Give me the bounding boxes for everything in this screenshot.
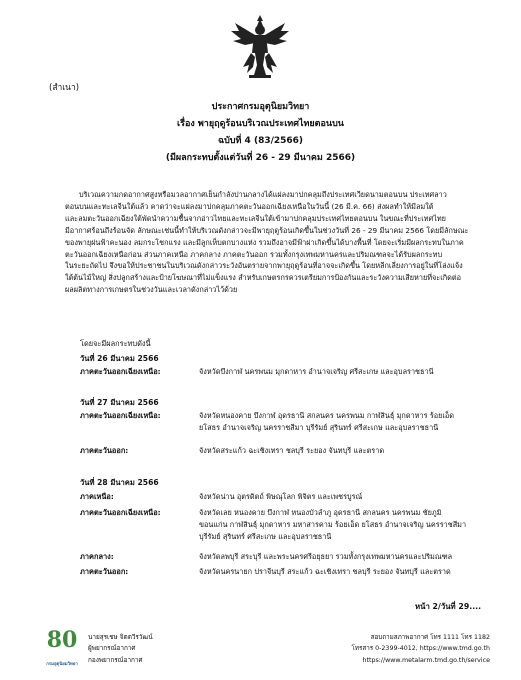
body-line: ตอนบนและทะเลจีนใต้แล้ว คาดว่าจะแผ่ลงมาปกคลุมภาคตะวันออกเฉียงเหนือในวันนี้ (26 มี.ค. 66) ส่งผลทำให้มีลมใต้	[65, 201, 434, 211]
forecaster-name: นายสุรเชษ จิตตวีรวัฒน์	[88, 633, 153, 641]
province-line: จังหวัดนครนายก ปราจีนบุรี สระแก้ว ฉะเชิงเทรา ชลบุรี ระยอง จันทบุรี และตราด	[199, 567, 451, 576]
issue-number: ฉบับที่ 4 (83/2566)	[217, 136, 304, 146]
tmd-80th-anniversary-logo	[40, 627, 84, 673]
region-label: ภาคตะวันออก:	[80, 567, 129, 576]
contact-fax-web: โทรสาร 0-2399-4012, https://www.tmd.go.th	[351, 645, 490, 653]
region-label: ภาคตะวันออกเฉียงเหนือ:	[80, 411, 161, 420]
logo-caption: กรมอุตุนิยมวิทยา	[46, 662, 78, 667]
body-line: มีอากาศร้อนถึงร้อนจัด ลักษณะเช่นนี้ทำให้บริเวณดังกล่าวจะมีพายุฤดูร้อนเกิดขึ้นในช่วงวันที่ 26 - 29 มีนาคม 2566 โดยมีลักษณะ	[65, 225, 469, 235]
province-line: จังหวัดบึงกาฬ นครพนม มุกดาหาร อำนาจเจริญ ศรีสะเกษ และอุบลราชธานี	[199, 367, 434, 376]
region-label: ภาคตะวันออกเฉียงเหนือ:	[80, 367, 161, 376]
body-line: และลมตะวันออกเฉียงใต้พัดนำความชื้นจากอ่าวไทยและทะเลจีนใต้เข้ามาปกคลุมประเทศไทยตอนบน ในขณะที่ประเทศไทย	[65, 213, 446, 223]
province-line: บุรีรัมย์ สุรินทร์ ศรีสะเกษ และอุบลราชธานี	[199, 532, 332, 541]
contact-block	[351, 632, 490, 666]
region-label: ภาคตะวันออกเฉียงเหนือ:	[80, 508, 161, 517]
forecaster-title: ผู้พยากรณ์อากาศ	[88, 644, 136, 653]
province-line: ขอนแก่น กาฬสินธุ์ มุกดาหาร มหาสารคาม ร้อยเอ็ด ยโสธร อำนาจเจริญ นครราชสีมา	[199, 520, 467, 529]
impact-intro: โดยจะมีผลกระทบดังนี้	[80, 339, 151, 348]
province-list	[199, 566, 485, 578]
province-line: จังหวัดน่าน อุตรดิตถ์ พิษณุโลก พิจิตร และเพชรบูรณ์	[199, 492, 363, 501]
contact-phone: สอบถามสภาพอากาศ โทร 1111 โทร 1182	[370, 634, 490, 641]
province-line: จังหวัดสระแก้ว ฉะเชิงเทรา ชลบุรี ระยอง จันทบุรี และตราด	[199, 446, 385, 455]
announcement-agency: ประกาศกรมอุตุนิยมวิทยา	[211, 102, 310, 112]
body-line: ใต้ต้นไม้ใหญ่ สิ่งปลูกสร้างและป้ายโฆษณาที่ไม่แข็งแรง สำหรับเกษตรกรควรเตรียมการป้องกันและระวังความเสียหายที่จะเกิดต่อ	[65, 273, 461, 283]
province-list	[199, 491, 485, 503]
region-label: ภาคกลาง:	[80, 552, 114, 561]
province-line: จังหวัดลพบุรี สระบุรี และพระนครศรีอยุธยา รวมทั้งกรุงเทพมหานครและปริมณฑล	[199, 552, 453, 561]
province-list	[199, 507, 485, 543]
copy-mark: (สำเนา)	[49, 83, 80, 93]
province-list	[199, 410, 485, 434]
province-list	[199, 366, 485, 378]
forecaster-division: กองพยากรณ์อากาศ	[88, 655, 143, 664]
body-line: ในระยะถัดไป จึงขอให้ประชาชนในบริเวณดังกล่าวระวังอันตรายจากพายุฤดูร้อนที่อาจจะเกิดขึ้น โดยหลีกเลี่ยงการอยู่ในที่โล่งแจ้ง	[65, 261, 463, 271]
contact-service-url[interactable]: https://www.metalarm.tmd.go.th/service	[362, 656, 490, 664]
body-line: บริเวณความกดอากาศสูงหรือมวลอากาศเย็นกำลังปานกลางได้แผ่ลงมาปกคลุมถึงประเทศเวียดนามตอนบน ประเทศลาว	[79, 190, 447, 199]
province-line: จังหวัดเลย หนองคาย บึงกาฬ หนองบัวลำภู อุดรธานี สกลนคร นครพนม ชัยภูมิ	[199, 508, 442, 517]
effective-period: (มีผลกระทบตั้งแต่วันที่ 26 - 29 มีนาคม 2566)	[165, 153, 356, 163]
region-label: ภาคเหนือ:	[80, 492, 114, 501]
announcement-body	[65, 189, 477, 296]
province-list	[199, 551, 485, 563]
impact-date: วันที่ 27 มีนาคม 2566	[80, 398, 159, 407]
next-page-indicator: หน้า 2/วันที่ 29....	[415, 602, 482, 611]
region-label: ภาคตะวันออก:	[80, 446, 129, 455]
province-list	[199, 445, 485, 457]
logo-number: 80	[46, 627, 78, 653]
province-line: ยโสธร อำนาจเจริญ นครราชสีมา บุรีรัมย์ สุรินทร์ ศรีสะเกษ และอุบลราชธานี	[199, 423, 439, 432]
announcement-subject: เรื่อง พายุฤดูร้อนบริเวณประเทศไทยตอนบน	[177, 119, 344, 129]
garuda-emblem-icon	[229, 13, 291, 79]
body-line: ผลผลิตทางการเกษตรในช่วงวันและเวลาดังกล่าวไว้ด้วย	[65, 285, 238, 295]
body-line: ของพายุฝนฟ้าคะนอง ลมกระโชกแรง และมีลูกเห็บตกบางแห่ง รวมถึงอาจมีฟ้าผ่าเกิดขึ้นได้บางพื้นที่ โดยจะเริ่มมีผลกระทบในภาค	[65, 237, 464, 247]
impact-date: วันที่ 26 มีนาคม 2566	[80, 354, 159, 363]
impact-date: วันที่ 28 มีนาคม 2566	[80, 478, 159, 487]
forecaster-block	[88, 632, 153, 666]
body-line: ตะวันออกเฉียงเหนือก่อน ส่วนภาคเหนือ ภาคกลาง ภาคตะวันออก รวมทั้งกรุงเทพมหานครและปริมณฑลจะได้รับผลกระทบ	[65, 249, 443, 259]
province-line: จังหวัดหนองคาย บึงกาฬ อุดรธานี สกลนคร นครพนม กาฬสินธุ์ มุกดาหาร ร้อยเอ็ด	[199, 411, 455, 420]
